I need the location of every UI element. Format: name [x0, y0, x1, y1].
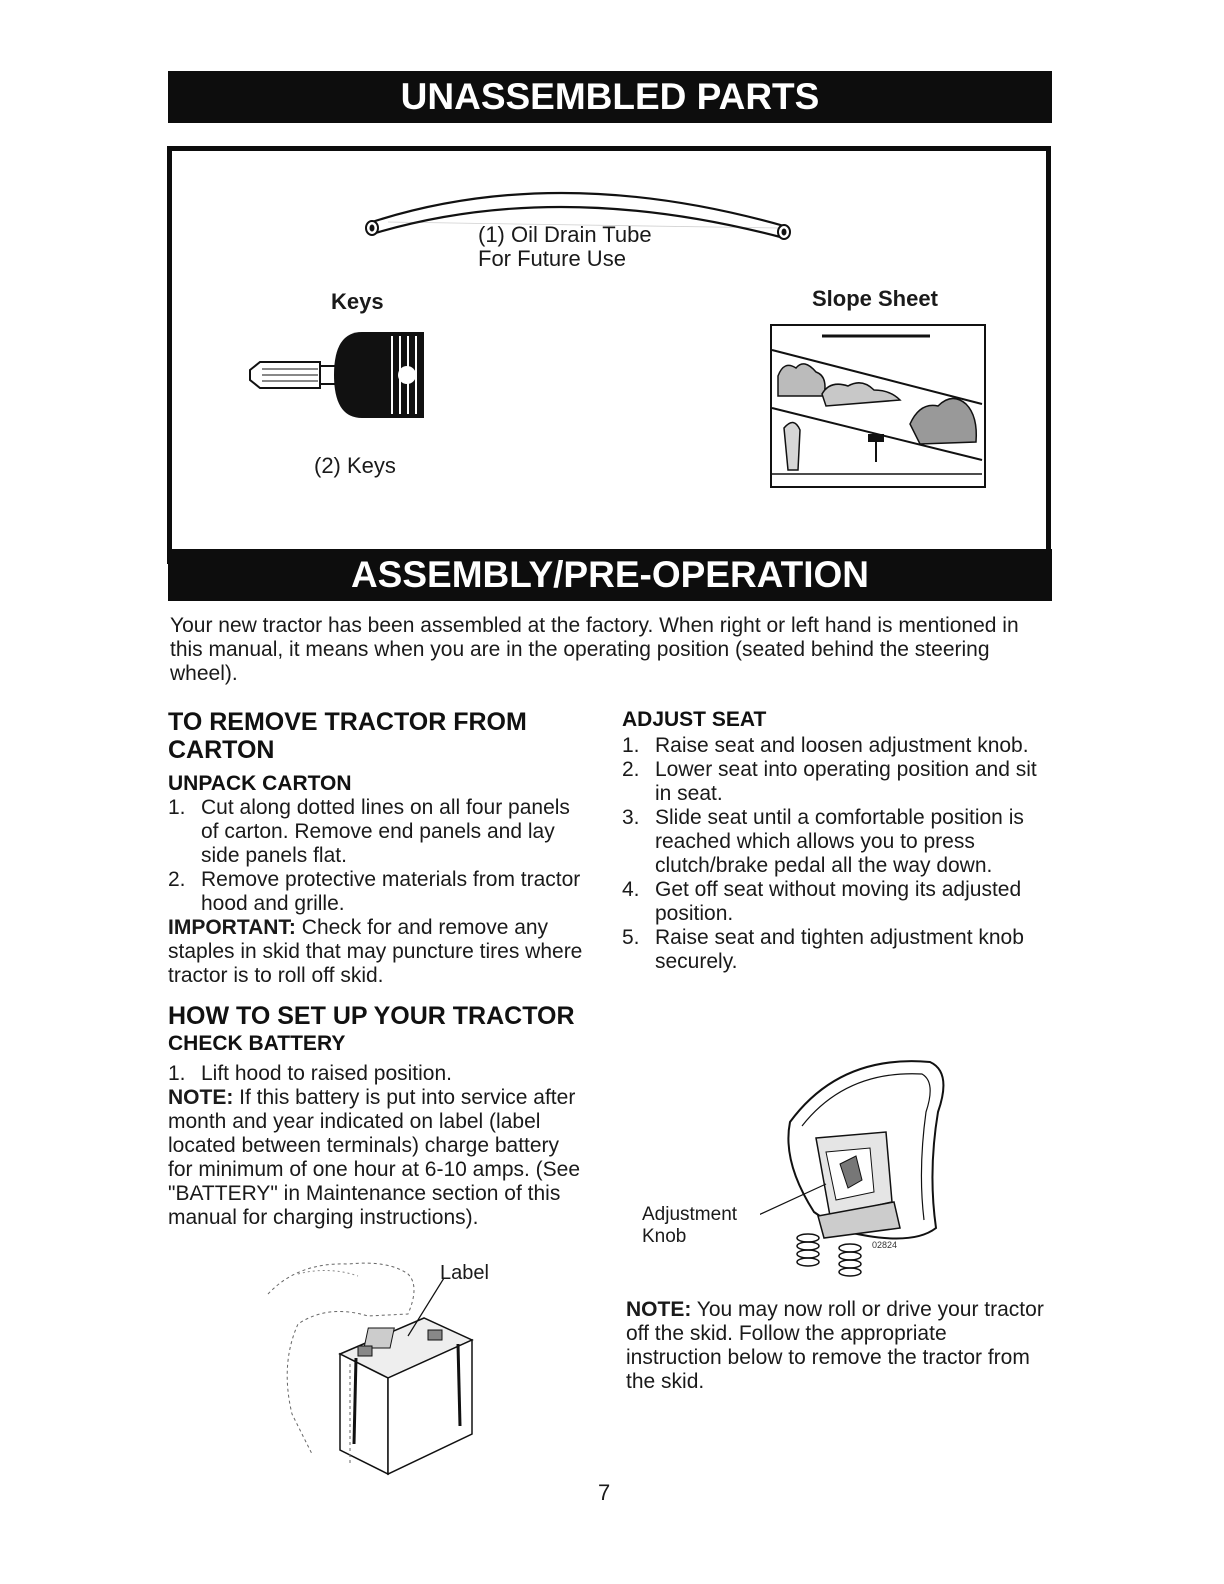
important-note: IMPORTANT: Check for and remove any staples in skid that may puncture tires where tractor is to roll off skid. [168, 916, 583, 987]
remove-section [168, 708, 588, 1230]
seat-steps-list [622, 734, 1052, 974]
battery-step: 1. Lift hood to raised position. [168, 1062, 452, 1085]
adjustment-knob-label-line2: Knob [642, 1226, 687, 1247]
setup-heading: HOW TO SET UP YOUR TRACTOR [168, 1002, 575, 1030]
adjust-seat-heading: ADJUST SEAT [622, 708, 767, 731]
intro-paragraph: Your new tractor has been assembled at the factory. When right or left hand is mentioned in this manual, it means when you are in the operating position (seated behind the steering wheel). [170, 614, 1019, 685]
remove-heading-line1: TO REMOVE TRACTOR FROM [168, 708, 527, 736]
oil-drain-tube-label: (1) Oil Drain Tube [478, 222, 652, 247]
keys-caption: (2) Keys [314, 453, 396, 478]
unpack-steps-list [168, 796, 588, 916]
battery-note: NOTE: If this battery is put into service after month and year indicated on label (label located between terminals) charge battery for minimum of one hour at 6-10 amps. (See "BATTERY" in Maintenance section of this manual for charging instructions). [168, 1086, 581, 1229]
assembly-banner: ASSEMBLY/PRE-OPERATION [168, 549, 1052, 601]
unpack-step: 1. Cut along dotted lines on all four panels of carton. Remove end panels and lay side panels flat. [168, 796, 570, 867]
slope-sheet-heading: Slope Sheet [812, 286, 938, 311]
key-illustration [242, 326, 428, 424]
battery-illustration [258, 1254, 490, 1476]
adjustment-knob-label-line1: Adjustment [642, 1204, 738, 1225]
seat-figure-code: 02824 [872, 1240, 898, 1250]
check-battery-subheading: CHECK BATTERY [168, 1032, 346, 1055]
oil-drain-tube-note: For Future Use [478, 246, 626, 271]
unassembled-parts-banner: UNASSEMBLED PARTS [168, 71, 1052, 123]
adjust-seat-section [622, 708, 1052, 974]
seat-step: 2. Lower seat into operating position and sit in seat. [622, 758, 1037, 805]
battery-steps-list [168, 1062, 588, 1086]
keys-heading: Keys [331, 289, 384, 314]
seat-illustration [760, 1052, 960, 1284]
battery-label-callout: Label [440, 1262, 489, 1284]
unpack-carton-subheading: UNPACK CARTON [168, 772, 352, 795]
page-number: 7 [598, 1480, 611, 1505]
adjustment-knob-label [642, 1204, 737, 1248]
seat-step: 1. Raise seat and loosen adjustment knob. [622, 734, 1029, 757]
remove-heading-line2: CARTON [168, 736, 275, 764]
seat-step: 5. Raise seat and tighten adjustment knob securely. [622, 926, 1024, 973]
seat-step: 3. Slide seat until a comfortable position is reached which allows you to press clutch/brake pedal all the way down. [622, 806, 1024, 877]
seat-step: 4. Get off seat without moving its adjusted position. [622, 878, 1022, 925]
slope-sheet-illustration [770, 324, 986, 488]
skid-note: NOTE: You may now roll or drive your tractor off the skid. Follow the appropriate instruction below to remove the tractor from the skid. [626, 1298, 1044, 1393]
unpack-step: 2. Remove protective materials from tractor hood and grille. [168, 868, 581, 915]
